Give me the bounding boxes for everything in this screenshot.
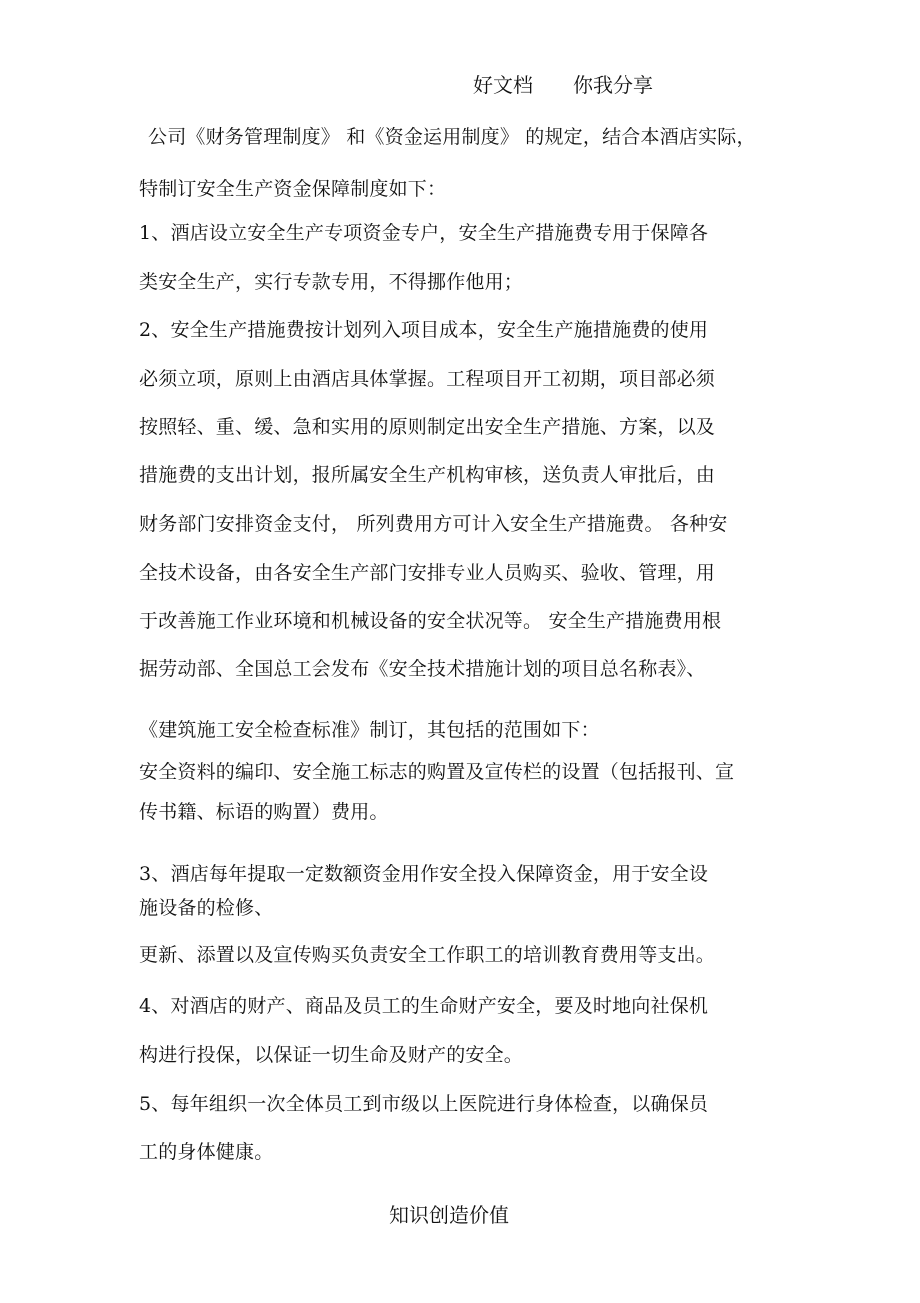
body-line: 安全资料的编印、安全施工标志的购置及宣传栏的设置（包括报刊、宣 bbox=[139, 761, 735, 783]
body-line: 类安全生产，实行专款专用，不得挪作他用； bbox=[139, 271, 524, 293]
body-line: 于改善施工作业环境和机械设备的安全状况等。 安全生产措施费用根 bbox=[139, 610, 722, 632]
body-line: 4、对酒店的财产、商品及员工的生命财产安全，要及时地向社保机 bbox=[139, 995, 709, 1017]
body-line: 措施费的支出计划，报所属安全生产机构审核，送负责人审批后，由 bbox=[139, 464, 716, 486]
body-line: 2、安全生产措施费按计划列入项目成本，安全生产施措施费的使用 bbox=[139, 319, 709, 341]
body-line: 构进行投保，以保证一切生命及财产的安全。 bbox=[139, 1044, 524, 1066]
body-line: 全技术设备，由各安全生产部门安排专业人员购买、验收、管理，用 bbox=[139, 562, 716, 584]
header-right: 你我分享 bbox=[573, 73, 653, 97]
page-header bbox=[473, 72, 653, 98]
body-line: 1、酒店设立安全生产专项资金专户，安全生产措施费专用于保障各 bbox=[139, 222, 709, 244]
body-line: 工的身体健康。 bbox=[139, 1141, 274, 1163]
body-line: 据劳动部、全国总工会发布《安全技术措施计划的项目总名称表》、 bbox=[139, 658, 706, 680]
page-footer: 知识创造价值 bbox=[389, 1203, 509, 1227]
body-line: 更新、添置以及宣传购买负责安全工作职工的培训教育费用等支出。 bbox=[139, 944, 716, 966]
header-left: 好文档 bbox=[473, 73, 533, 97]
body-line: 公司《财务管理制度》 和《资金运用制度》 的规定，结合本酒店实际， bbox=[148, 126, 756, 148]
body-line: 3、酒店每年提取一定数额资金用作安全投入保障资金，用于安全设 bbox=[139, 863, 709, 885]
body-line: 《建筑施工安全检查标准》制订，其包括的范围如下： bbox=[139, 719, 600, 741]
body-line: 按照轻、重、缓、急和实用的原则制定出安全生产措施、方案，以及 bbox=[139, 416, 716, 438]
body-line: 特制订安全生产资金保障制度如下： bbox=[139, 178, 447, 200]
body-line: 5、每年组织一次全体员工到市级以上医院进行身体检查，以确保员 bbox=[139, 1093, 709, 1115]
body-line: 财务部门安排资金支付， 所列费用方可计入安全生产措施费。 各种安 bbox=[139, 513, 728, 535]
body-line: 传书籍、标语的购置）费用。 bbox=[139, 801, 389, 823]
body-line: 施设备的检修、 bbox=[139, 897, 274, 919]
body-line: 必须立项，原则上由酒店具体掌握。工程项目开工初期，项目部必须 bbox=[139, 368, 716, 390]
